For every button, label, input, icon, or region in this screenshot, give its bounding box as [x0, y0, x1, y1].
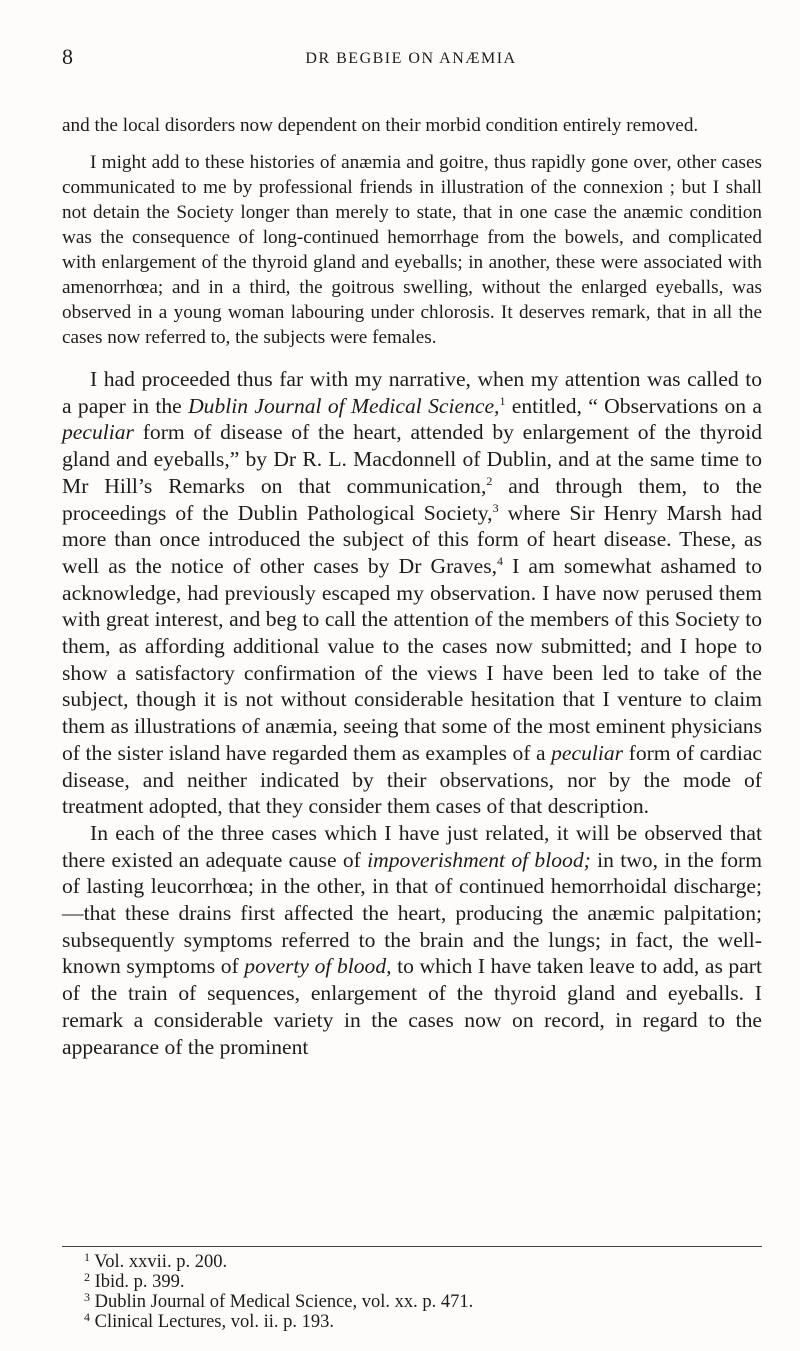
footnote-4: $^4$ Clinical Lectures, vol. ii. p. 193. [84, 1310, 335, 1332]
page-header [62, 44, 760, 74]
footnote-3: $^3$ Dublin Journal of Medical Science, vol. xx. p. 471. [84, 1290, 474, 1312]
footnote-rule [62, 1246, 762, 1247]
page-number: 8 [62, 44, 73, 69]
footnote-ref-4: 4 [497, 553, 504, 568]
footnote-ref-2: 2 [486, 473, 493, 488]
footnotes [62, 1252, 762, 1332]
paragraph-2: I might add to these histories of anæmia and goitre, thus rapidly gone over, other cases communicated to me by professional friends in illustration of the connexion ; but I shall not detain the Society longer than merely to state, that in one case the anæmic condition was the consequence of long-continued hemorrhage from the bowels, and complicated with enlargement of the thyroid gland and eyeballs; in another, these were associated with amenorrhœa; and in a third, the goitrous swelling, without the enlarged eyeballs, was observed in a young woman labouring under chlorosis. It deserves remark, that in all the cases now referred to, the subjects were females. [62, 152, 762, 348]
footnote-2: $^2$ Ibid. p. 399. [84, 1270, 185, 1292]
body-text [62, 113, 762, 1060]
footnote-ref-3: 3 [492, 500, 499, 515]
paragraph-3: I had proceeded thus far with my narrative, when my attention was called to a paper in the Dublin Journal of Medical Science,$^1$ entitled, “ Observations on a peculiar form of disease of the heart, attended by enlargement of the thyroid gland and eyeballs,” by Dr R. L. Macdonnell of Dublin, and at the same time to Mr Hill’s Remarks on that communication,$^2$ and through them, to the proceedings of the Dublin Pathological Society,$^3$ where Sir Henry Marsh had more than once introduced the subject of this form of heart disease. These, as well as the notice of other cases by Dr Graves,$^4$ I am somewhat ashamed to acknowledge, had previously escaped my observation. I have now perused them with great interest, and beg to call the attention of the members of this Society to them, as affording additional value to the cases now submitted; and I hope to show a satisfactory confirmation of the views I have been led to take of the subject, though it is not without considerable hesitation that I venture to claim them as illustrations of anæmia, seeing that some of the most eminent physicians of the sister island have regarded them as examples of a peculiar form of cardiac disease, and neither indicated by their observations, nor by the mode of treatment adopted, that they consider them cases of that description. [62, 367, 763, 819]
footnote-ref-1: 1 [499, 393, 506, 408]
paragraph-1: and the local disorders now dependent on their morbid condition entirely removed. [62, 115, 699, 136]
paragraph-4: In each of the three cases which I have just related, it will be observed that there existed an adequate cause of impoverishment of blood; in two, in the form of lasting leucorrhœa; in the other, in that of continued hemorrhoidal discharge;—that these drains first affected the heart, producing the anæmic palpitation; subsequently symptoms referred to the brain and the lungs; in fact, the well-known symptoms of poverty of blood, to which I have taken leave to add, as part of the train of sequences, enlargement of the thyroid gland and eyeballs. I remark a considerable variety in the cases now on record, in regard to the appearance of the prominent [62, 820, 763, 1059]
footnote-1: $^1$ Vol. xxvii. p. 200. [84, 1250, 228, 1272]
running-head: DR BEGBIE ON ANÆMIA [305, 50, 517, 67]
